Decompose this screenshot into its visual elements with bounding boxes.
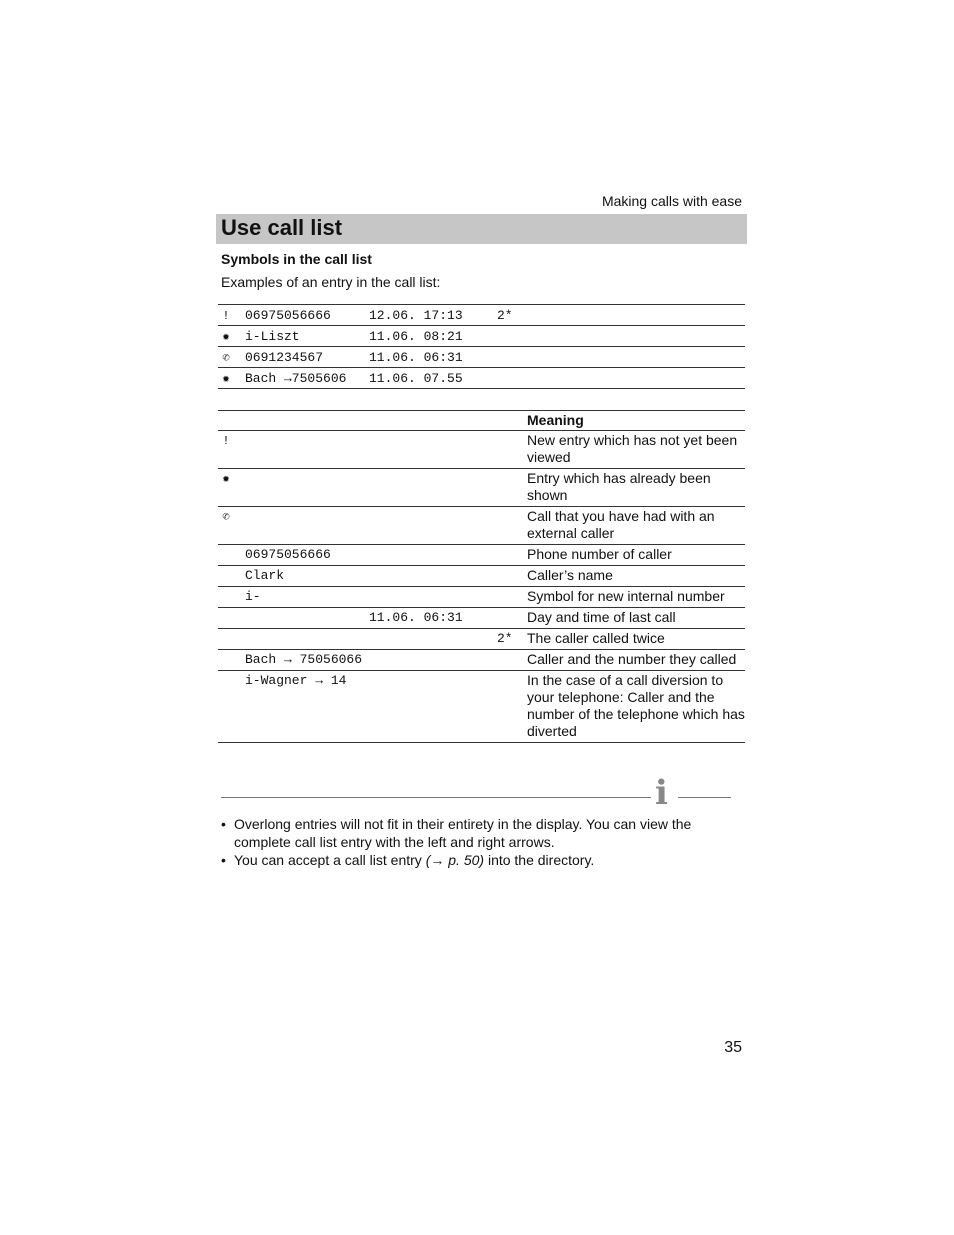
list-item — [221, 815, 731, 851]
table-row — [218, 347, 745, 368]
intro-text: Examples of an entry in the call list: — [221, 274, 441, 290]
viewed-entry-icon: ✹ — [222, 329, 230, 344]
example-datetime: 11.06. 06:31 — [369, 608, 497, 629]
entry-number: 0691234567 — [245, 347, 369, 368]
note-text: You can accept a call list entry — [234, 852, 426, 868]
table-row — [218, 305, 745, 326]
bullet: • — [221, 852, 226, 868]
info-icon: i — [655, 773, 668, 813]
meaning-text: Symbol for new internal number — [527, 587, 745, 608]
page-title: Use call list — [221, 215, 343, 240]
example-name: Clark — [245, 566, 369, 587]
table-row — [218, 608, 745, 629]
list-item — [221, 851, 731, 869]
note-text: Overlong entries will not fit in their entirety in the display. You can view the complete call list entry with the left and right arrows. — [234, 816, 692, 850]
entry-datetime: 11.06. 07.55 — [369, 368, 497, 389]
example-call-list — [218, 304, 745, 389]
meaning-table — [218, 410, 745, 743]
entry-datetime: 11.06. 06:31 — [369, 347, 497, 368]
meaning-text: Caller’s name — [527, 566, 745, 587]
meaning-text: Day and time of last call — [527, 608, 745, 629]
meaning-text: Entry which has already been shown — [527, 469, 745, 507]
bullet: • — [221, 816, 226, 832]
table-row — [218, 587, 745, 608]
example-count: 2* — [497, 629, 527, 650]
exclamation-icon: ! — [222, 308, 230, 323]
entry-count — [497, 368, 745, 389]
example-diversion: i-Wagner → 14 — [245, 671, 369, 743]
notes-list — [221, 815, 731, 869]
table-row — [218, 629, 745, 650]
viewed-entry-icon: ✹ — [222, 472, 230, 486]
meaning-column-header: Meaning — [527, 411, 745, 431]
note-text-end: into the directory. — [484, 852, 595, 868]
table-row — [218, 545, 745, 566]
page-number: 35 — [724, 1039, 742, 1056]
entry-count: 2* — [497, 305, 745, 326]
page-reference-link[interactable]: (→ p. 50) — [425, 852, 485, 868]
meaning-text: Caller and the number they called — [527, 650, 745, 671]
table-row — [218, 507, 745, 545]
exclamation-icon: ! — [222, 434, 230, 448]
entry-datetime: 11.06. 08:21 — [369, 326, 497, 347]
meaning-text: Phone number of caller — [527, 545, 745, 566]
entry-number: i-Liszt — [245, 326, 369, 347]
table-header-row — [218, 411, 745, 431]
entry-count — [497, 326, 745, 347]
table-row — [218, 671, 745, 743]
table-row — [218, 650, 745, 671]
meaning-text: New entry which has not yet been viewed — [527, 431, 745, 469]
entry-number: 06975056666 — [245, 305, 369, 326]
example-internal-prefix: i- — [245, 587, 369, 608]
viewed-entry-icon: ✹ — [222, 371, 230, 386]
meaning-text: In the case of a call diversion to your telephone: Caller and the number of the telephone which has diverted — [527, 671, 745, 743]
example-called-number: Bach → 75056066 — [245, 650, 369, 671]
meaning-text: Call that you have had with an external caller — [527, 507, 745, 545]
entry-number: Bach →7505606 — [245, 368, 369, 389]
handset-icon: ✆ — [222, 350, 230, 365]
info-divider-right — [678, 797, 731, 798]
section-subhead: Symbols in the call list — [221, 251, 372, 267]
table-row — [218, 368, 745, 389]
table-row — [218, 326, 745, 347]
table-row — [218, 469, 745, 507]
handset-icon: ✆ — [222, 510, 230, 524]
running-head: Making calls with ease — [601, 193, 742, 209]
table-row — [218, 431, 745, 469]
entry-count — [497, 347, 745, 368]
table-row — [218, 566, 745, 587]
example-number: 06975056666 — [245, 545, 369, 566]
meaning-text: The caller called twice — [527, 629, 745, 650]
title-bar — [216, 214, 747, 244]
entry-datetime: 12.06. 17:13 — [369, 305, 497, 326]
info-divider-left — [221, 797, 651, 798]
